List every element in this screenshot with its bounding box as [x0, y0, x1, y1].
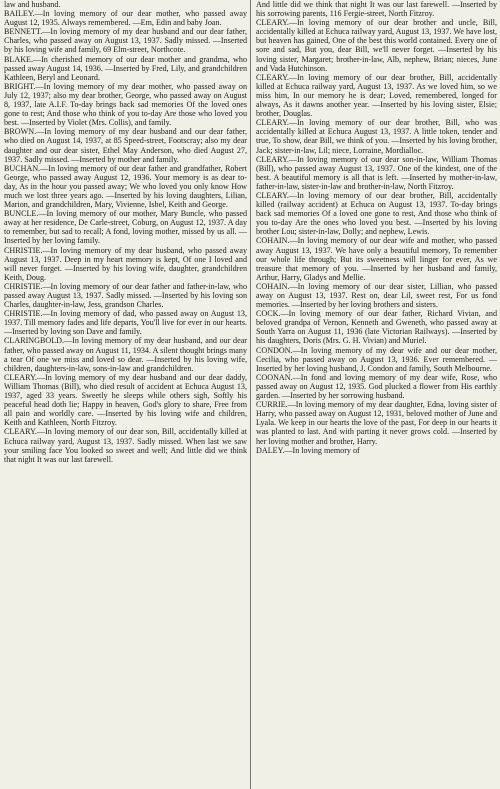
notice-text: BROWN.—In loving memory of my dear husband and our dear father, who died on August 14, 1937, at 85 Speed-street, Footscray; also my dear daughter and our dear sister, Ethel May Anderson, who died August 27, 1937. Sadly missed. —Inserted by mother and family. [4, 127, 247, 164]
memorial-notice [256, 373, 497, 400]
memorial-notice [4, 82, 247, 127]
memorial-notice [256, 346, 497, 373]
memorial-notice [4, 127, 247, 163]
memorial-notice [4, 246, 247, 282]
memorial-notice [4, 373, 247, 428]
memorial-notice [256, 18, 497, 73]
memorial-notice [4, 209, 247, 245]
notice-text: CHRISTIE.—In loving memory of my dear husband, who passed away August 13, 1937. Deep in my heart memory is kept, Of one I loved and will never forget. —Inserted by his loving wife, daughter, grandchildren Keith, Doug. [4, 245, 247, 282]
memorial-notice [256, 309, 497, 345]
notice-text: COCK.—In loving memory of our dear father, Richard Vivian, and beloved grandpa of Vernon, Kenneth and Gweneth, who passed away at South Yarra on August 11, 1936 (late Victorian Railways). —Inserted by his daughters, Doris (Mrs. G. H. Vivian) and Muriel. [256, 309, 497, 346]
notice-text: COHAIN.—In loving memory of our dear sister, Lillian, who passed away on August 13, 1937. Rest on, dear Lil, sweet rest, For us fond memories. —Inserted by her loving brothers and sisters. [256, 281, 497, 310]
notice-text: BAILEY.—In loving memory of our dear mother, who passed away August 12, 1935. Always remembered. —Em, Edin and baby Joan. [4, 9, 247, 28]
notice-text: BENNETT.—In loving memory of my dear husband and our dear father, Charles, who passed away on August 13, 1937. Sadly missed. —Inserted by his loving wife and family, 69 Elm-street, Northcote. [4, 27, 247, 55]
memorial-notice [4, 0, 247, 27]
memorial-notice [4, 55, 247, 82]
notice-text: CLARINGBOLD.—In loving memory of my dear husband, and our dear father, who passed away on August 11, 1934. A silent thought brings many a tear Of one we miss and loved so dear. —Inserted by his loving wife, children, daughters-in-law, sons-in-law and grandchildren. [4, 336, 247, 373]
notice-text: COONAN.—In fond and loving memory of my dear wife, Rose, who passed away on August 12, 1935. God plucked a flower from His earthly garden. —Inserted by her sorrowing husband. [256, 372, 497, 401]
memorial-notice [256, 73, 497, 118]
memorial-notice [256, 118, 497, 154]
right-column [250, 0, 500, 789]
notice-text: CLEARY.—In loving memory of our dear brother, Bill, accidentally killed at Echuca railway yard, August 13, 1937. As we loved him, so we miss him, In our memory he is dear; Loved, remembered, longed for always, As it dawns another year. —Inserted by his loving sister, Elsie; brother, Douglas. [256, 72, 497, 119]
memorial-notice [256, 236, 497, 281]
memorial-notice [4, 164, 247, 209]
memorial-notice [4, 27, 247, 54]
notice-text: BRIGHT.—In loving memory of my dear mother, who passed away on July 12, 1937; also my dear brother, George, who passed away on August 8, 1937, late A.I.F. To-day brings back sad memories Of the loved ones gone to rest; And those who think of you to-day Are those who loved you best. —Inserted by Violet (Mrs. Collis), and family. [4, 81, 247, 128]
notice-text: BUCHAN.—In loving memory of our dear father and grandfather, Robert George, who passed away August 12, 1936. Your memory is as dear to-day, As in the hour you passed away; We who loved you only know How much we lost three years ago. —Inserted by his loving daughters, Lilian, Marion, and grandchildren, Mary, Vivienne, Isbel, Keith and George. [4, 163, 247, 210]
memorial-notice [256, 0, 497, 18]
memorial-notice [256, 400, 497, 445]
notice-text: CHRISTIE.—In loving memory of dad, who passed away on August 13, 1937. Till memory fades and life departs, You'll live for ever in our hearts. —Inserted by loving son Dave and family. [4, 309, 247, 337]
memorial-notice [4, 427, 247, 463]
notice-text: CONDON.—In loving memory of my dear wife and our dear mother, Cecilia, who passed away on August 13, 1936. Ever remembered. —Inserted by her loving husband, J. Condon and family, South Melbourne. [256, 345, 497, 373]
notice-text: CLEARY.—In loving memory of our dear son, Bill, accidentally killed at Echuca railway yard, August 13, 1937. Sadly missed. When last we saw your smiling face You looked so sweet and well; And little did we think that night It was our last farewell. [4, 427, 247, 464]
memorial-notice [256, 282, 497, 309]
notice-text: CLEARY.—In loving memory of our dear brother, Bill, accidentally killed (railway accident) at Echuca on August 13, 1937. To-day brings back sad memories Of a loved one gone to rest, And those who think of you to-day Are the ones who loved you best. —Inserted by his loving brother Lou; sister-in-law, Dolly; and nephew, Lewis. [256, 190, 497, 237]
notice-text: CHRISTIE.—In loving memory of our dear father and father-in-law, who passed away August 13, 1937. Sadly missed. —Inserted by his loving son Charles, daughter-in-law, Jess, grandson Charles. [4, 281, 247, 310]
notice-text: CLEARY.—In loving memory of our dear brother, Bill, who was accidentally killed at Echuca August 13, 1937. A little token, tender and true, To show, dear Bill, we think of you. —Inserted by his loving brother, Jack; sister-in-law, Lil; niece, Lorraine, Mordialloc. [256, 118, 497, 155]
notice-text: And little did we think that night It was our last farewell. —Inserted by his sorrowing parents, 116 Fergie-street, North Fitzroy. [256, 0, 497, 19]
notice-text: CLEARY.—In loving memory of my dear husband and our dear daddy, William Thomas (Bill), who died result of accident at Echuca August 13, 1937, aged 33 years. Sweetly he sleeps while others sigh, Softly his peaceful head doth lie; Happy in heaven, God's glory to share, Free from all pain and worldly care. —Inserted by his loving wife and children, Keith and Kathleen, North Fitzroy. [4, 372, 247, 428]
memorial-notice [4, 336, 247, 372]
notice-text: BLAKE.—In cherished memory of our dear mother and grandma, who passed away August 14, 1936. —Inserted by Fred, Lily, and grandchildren Kathleen, Beryl and Leonard. [4, 54, 247, 82]
memorial-notice [4, 282, 247, 309]
notice-text: CLEARY.—In loving memory of our dear brother and uncle, Bill, accidentally killed at Echuca railway yard, August 13, 1937. We have lost, but heaven has gained, One of the best this world contained. Every one of sore and sad, But you, dear Bill, we'll never forget. —Inserted by his loving sister, Margaret; brother-in-law, Alb, nephew, Brian; nieces, June and Vada Hutchinson. [256, 18, 497, 73]
notice-text: BUNCLE.—In loving memory of our mother, Mary Buncle, who passed away at her residence, De Carle-street, Coburg, on August 12, 1937. A day to remember, but sad to recall; A fond, loving mother, missed by us all. —Inserted by her loving family. [4, 209, 247, 246]
memorial-notice [256, 191, 497, 236]
notice-text: CLEARY.—In loving memory of our dear son-in-law, William Thomas (Bill), who passed away August 13, 1937. One of the kindest, one of the best. A beautiful memory is all that is left. —Inserted by mother-in-law, father-in-law, sister-in-law and brother-in-law, North Fitzroy. [256, 154, 497, 191]
memorial-notice [4, 309, 247, 336]
notice-text: DALEY.—In loving memory of [256, 445, 360, 455]
notice-text: CURRIE.—In loving memory of my dear daughter, Edna, loving sister of Harry, who passed away on August 12, 1931, beloved mother of June and Lyala. We keep in our hearts the love of the past, For deep in our hearts it was planted to last. And with parting it never grows cold. —Inserted by her loving mother and brother, Harry. [256, 400, 497, 446]
notice-text: law and husband. [4, 0, 61, 9]
memorial-notice [256, 155, 497, 191]
memorial-notice [256, 446, 497, 455]
notice-text: COHAIN.—In loving memory of our dear wife and mother, who passed away August 13, 1937. We have only a beautiful memory, To remember our whole life through; But its sweetness will linger for ever, As we treasure that memory of you. —Inserted by her husband and family, Arthur, Harry, Gladys and Mellie. [256, 236, 497, 282]
